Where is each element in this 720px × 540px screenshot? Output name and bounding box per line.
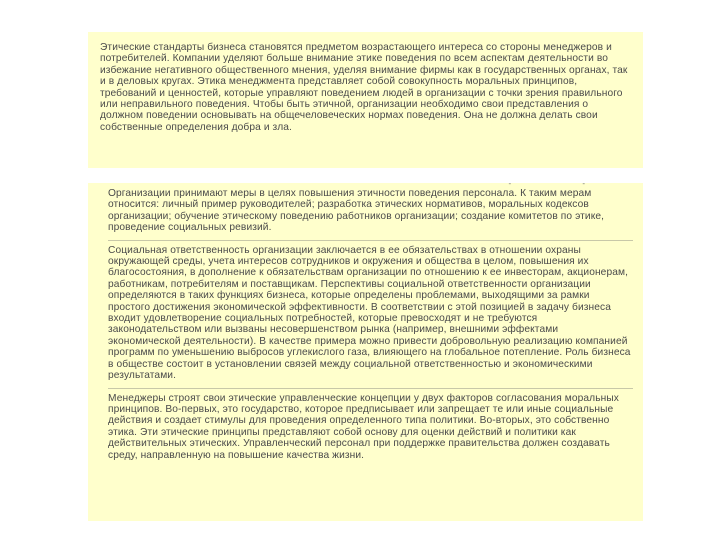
paragraph-social-responsibility: Социальная ответственность организации заключается в ее обязательствах в отношении охраны окружающей среды, учета интересов сотрудников и окружения и общества в целом, повышения их благосостояния, в дополнение к обязательствам организации по отношению к ее инвесторам, акционерам, работникам, потребителям и поставщикам. Перспективы социальной ответственности организации определяются в таких функциях бизнеса, которые определены проблемами, выходящими за рамки простого достижения экономической эффективности. В соответствии с этой позицией в задачу бизнеса входит удовлетворение социальных потребностей, которые превосходят и не требуются законодательством или вызваны несовершенством рынка (например, внешними эффектами экономической деятельности). В качестве примера можно привести добровольную реализацию компанией программ по уменьшению выбросов углекислого газа, влияющего на глобальное потепление. Роль бизнеса в обществе состоит в установлении связей между социальной ответственностью и экономическими результатами. xyxy=(108,240,633,382)
top-paragraph: Этические стандарты бизнеса становятся предметом возрастающего интереса со стороны менеджеров и потребителей. Компании уделяют больше внимание этике поведения по всем аспектам деятельности во избежание негативного общественного мнения, уделяя внимание фирмы как в государственных органах, так и в деловых кругах. Этика менеджмента представляет собой совокупность моральных принципов, требований и ценностей, которые управляют поведением людей в организации с точки зрения правильного или неправильного поведения. Чтобы быть этичной, организации необходимо свои представления о должном поведении основывать на общечеловеческих нормах поведения. Она не должна делать свои собственные определения добра и зла. xyxy=(100,42,628,133)
panel-edge-marks: - - xyxy=(508,179,585,188)
top-text-panel xyxy=(88,32,643,168)
paragraph-measures: Организации принимают меры в целях повышения этичности поведения персонала. К таким мерам относится: личный пример руководителей; разработка этических нормативов, моральных кодексов организации; обучение этическому поведению работников организации; создание комитетов по этике, проведение социальных ревизий. xyxy=(108,188,605,234)
paragraph-managers-ethics: Менеджеры строят свои этические управленческие концепции у двух факторов согласования моральных принципов. Во-первых, это государство, которое предписывает или запрещает те или иные социальные действия и создает стимулы для проведения определенного типа политики. Во-вторых, это собственно этика. Эти этические принципы представляют собой основу для оценки действий и политики как действительных этических. Управленческий персонал при поддержке правительства должен создавать среду, направленную на повышение качества жизни. xyxy=(108,388,633,461)
bottom-text-panel xyxy=(88,179,643,521)
